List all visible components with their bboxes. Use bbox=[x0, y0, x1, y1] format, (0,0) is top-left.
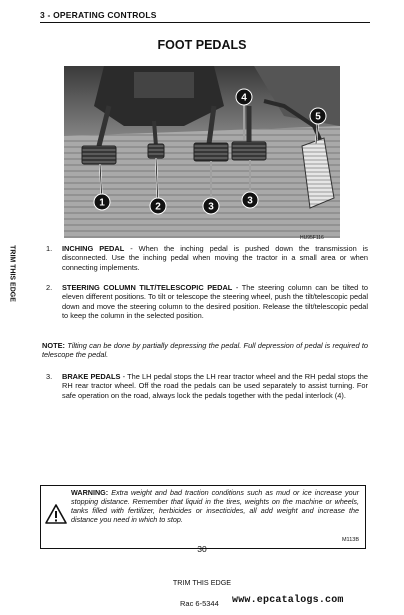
warning-triangle-icon bbox=[45, 504, 67, 524]
trim-edge-side-label: TRIM THIS EDGE bbox=[8, 245, 16, 302]
svg-text:3: 3 bbox=[247, 195, 253, 207]
document-code: Rac 6-5344 bbox=[180, 599, 219, 608]
warning-code: M113B bbox=[341, 537, 359, 544]
trim-edge-bottom-label: TRIM THIS EDGE bbox=[172, 578, 232, 587]
item-brake-pedals bbox=[42, 372, 368, 400]
warning-label: WARNING: bbox=[71, 488, 109, 497]
item-number: 3. bbox=[46, 372, 53, 381]
note-label: NOTE: bbox=[42, 341, 65, 350]
svg-text:5: 5 bbox=[315, 111, 321, 123]
callout-4 bbox=[236, 89, 252, 105]
svg-text:3: 3 bbox=[208, 201, 214, 213]
item-number: 1. bbox=[46, 244, 53, 253]
item-label: STEERING COLUMN TILT/TELESCOPIC PEDAL bbox=[62, 283, 233, 292]
item-text: - The LH pedal stops the LH rear tractor wheel and the RH pedal stops the RH rear tractor wheel. Off the road the pedals can be used separately to assist turning. For safe operation on the road, always lock the pedals together with the pedal interlock (4). bbox=[62, 372, 368, 400]
item-label: INCHING PEDAL bbox=[62, 244, 125, 253]
section-header: 3 - OPERATING CONTROLS bbox=[40, 10, 370, 23]
warning-body: Extra weight and bad traction conditions such as mud or ice increase your stopping distance. Remember that liquid in the tires, weights on the machine or wheels, tanks filled with fertilizer, herbicides or insecticides, all add weight and increase the distance you need in which to stop. bbox=[71, 488, 359, 524]
item-text: - When the inching pedal is pushed down the transmission is disconnected. Use the inching pedal when moving the tractor in a small area or when connecting implements. bbox=[62, 244, 368, 272]
svg-text:1: 1 bbox=[99, 197, 105, 209]
page-number: 30 bbox=[197, 544, 207, 554]
page-title: FOOT PEDALS bbox=[157, 38, 247, 52]
callout-2 bbox=[150, 198, 166, 214]
item-inching-pedal bbox=[42, 244, 368, 272]
item-number: 2. bbox=[46, 283, 53, 292]
item-label: BRAKE PEDALS bbox=[62, 372, 121, 381]
item-text: - The steering column can be tilted to eleven different positions. To tilt or telescope the steering wheel, push the tilt/telescopic pedal down and move the steering column to the desired position. Release the tilt/telescopic pedal to keep the column in the selected position. bbox=[62, 283, 368, 320]
item-steering-column-pedal bbox=[42, 283, 368, 320]
note bbox=[42, 341, 368, 360]
foot-pedals-photo bbox=[64, 66, 340, 238]
callout-3-right bbox=[242, 192, 258, 208]
callout-5 bbox=[310, 108, 326, 124]
callout-3-left bbox=[203, 198, 219, 214]
note-text: Tilting can be done by partially depressing the pedal. Full depression of pedal is required to telescope the pedal. bbox=[42, 341, 368, 360]
callout-1 bbox=[94, 194, 110, 210]
svg-text:2: 2 bbox=[155, 201, 161, 213]
figure-code: HU95F116 bbox=[300, 235, 324, 241]
svg-text:4: 4 bbox=[241, 92, 247, 104]
warning-box bbox=[40, 485, 366, 549]
site-watermark: www.epcatalogs.com bbox=[232, 595, 344, 606]
warning-text bbox=[71, 489, 359, 525]
